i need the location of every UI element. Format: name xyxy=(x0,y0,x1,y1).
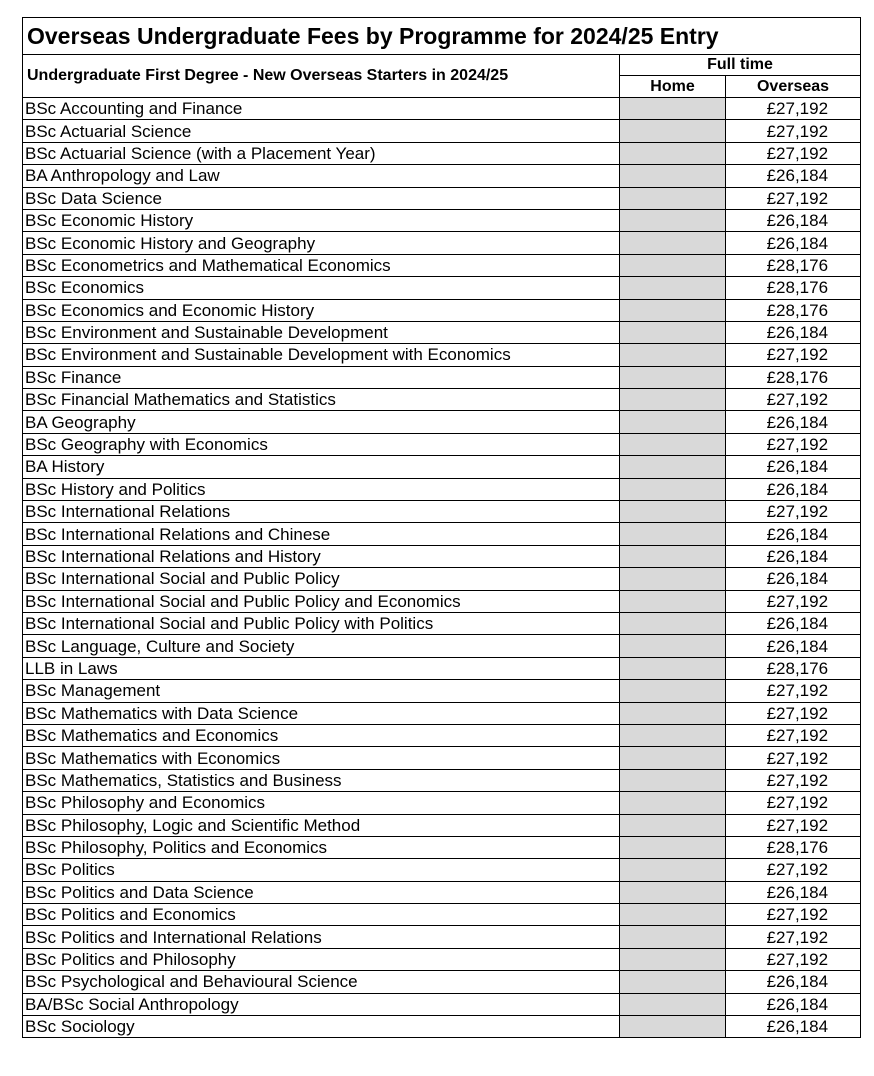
programme-name: BSc Politics and Economics xyxy=(23,904,620,926)
overseas-fee-cell: £28,176 xyxy=(726,366,861,388)
overseas-fee-cell: £27,192 xyxy=(726,904,861,926)
programme-name: BSc Management xyxy=(23,680,620,702)
table-row xyxy=(23,568,861,590)
home-fee-cell xyxy=(620,747,726,769)
programme-name: BSc Sociology xyxy=(23,1016,620,1038)
overseas-fee-cell: £26,184 xyxy=(726,993,861,1015)
home-fee-cell xyxy=(620,948,726,970)
table-row xyxy=(23,635,861,657)
overseas-fee-cell: £27,192 xyxy=(726,702,861,724)
header-row-1 xyxy=(23,55,861,76)
programme-name: BA/BSc Social Anthropology xyxy=(23,993,620,1015)
programme-name: BSc International Social and Public Policy xyxy=(23,568,620,590)
overseas-fee-cell: £27,192 xyxy=(726,948,861,970)
home-fee-cell xyxy=(620,120,726,142)
table-row xyxy=(23,904,861,926)
overseas-fee-cell: £27,192 xyxy=(726,389,861,411)
overseas-fee-cell: £26,184 xyxy=(726,568,861,590)
programme-name: BSc Psychological and Behavioural Science xyxy=(23,971,620,993)
programme-name: BSc Mathematics and Economics xyxy=(23,724,620,746)
home-fee-cell xyxy=(620,702,726,724)
home-fee-cell xyxy=(620,926,726,948)
home-fee-cell xyxy=(620,366,726,388)
table-row xyxy=(23,254,861,276)
programme-name: BSc History and Politics xyxy=(23,478,620,500)
table-row xyxy=(23,792,861,814)
table-row xyxy=(23,299,861,321)
home-fee-cell xyxy=(620,904,726,926)
programme-name: BSc Actuarial Science xyxy=(23,120,620,142)
programme-name: BSc International Social and Public Policy with Politics xyxy=(23,612,620,634)
overseas-fee-cell: £26,184 xyxy=(726,545,861,567)
home-fee-cell xyxy=(620,299,726,321)
programme-name: BSc International Relations and History xyxy=(23,545,620,567)
home-fee-cell xyxy=(620,612,726,634)
table-row xyxy=(23,657,861,679)
table-row xyxy=(23,478,861,500)
programme-name: BA History xyxy=(23,456,620,478)
overseas-fee-cell: £27,192 xyxy=(726,747,861,769)
table-row xyxy=(23,926,861,948)
table-row xyxy=(23,724,861,746)
table-row xyxy=(23,971,861,993)
home-fee-cell xyxy=(620,501,726,523)
title-row xyxy=(23,18,861,55)
overseas-fee-cell: £26,184 xyxy=(726,232,861,254)
table-row xyxy=(23,142,861,164)
table-row xyxy=(23,321,861,343)
overseas-fee-cell: £28,176 xyxy=(726,657,861,679)
overseas-fee-cell: £27,192 xyxy=(726,590,861,612)
table-row xyxy=(23,836,861,858)
home-fee-cell xyxy=(620,971,726,993)
programme-name: BSc International Relations xyxy=(23,501,620,523)
home-fee-cell xyxy=(620,993,726,1015)
table-row xyxy=(23,702,861,724)
programme-name: BSc Accounting and Finance xyxy=(23,98,620,120)
table-row xyxy=(23,948,861,970)
home-fee-cell xyxy=(620,344,726,366)
home-fee-cell xyxy=(620,792,726,814)
programme-name: BSc Economic History and Geography xyxy=(23,232,620,254)
table-subheading: Undergraduate First Degree - New Overseas Starters in 2024/25 xyxy=(23,55,620,98)
table-row xyxy=(23,366,861,388)
overseas-fee-cell: £26,184 xyxy=(726,612,861,634)
home-fee-cell xyxy=(620,187,726,209)
programme-name: BSc Econometrics and Mathematical Economics xyxy=(23,254,620,276)
overseas-fee-cell: £26,184 xyxy=(726,635,861,657)
home-fee-cell xyxy=(620,568,726,590)
programme-name: BSc Actuarial Science (with a Placement Year) xyxy=(23,142,620,164)
overseas-fee-cell: £28,176 xyxy=(726,277,861,299)
overseas-fee-cell: £27,192 xyxy=(726,792,861,814)
home-fee-cell xyxy=(620,657,726,679)
programme-name: BSc Environment and Sustainable Development xyxy=(23,321,620,343)
overseas-fee-cell: £26,184 xyxy=(726,1016,861,1038)
table-row xyxy=(23,747,861,769)
programme-name: BSc Finance xyxy=(23,366,620,388)
fees-table-body xyxy=(23,18,861,1038)
home-fee-cell xyxy=(620,523,726,545)
table-row xyxy=(23,344,861,366)
programme-name: BA Geography xyxy=(23,411,620,433)
home-fee-cell xyxy=(620,209,726,231)
programme-name: BSc Politics and Data Science xyxy=(23,881,620,903)
home-fee-cell xyxy=(620,836,726,858)
programme-name: BSc Philosophy, Politics and Economics xyxy=(23,836,620,858)
programme-name: BSc Politics and Philosophy xyxy=(23,948,620,970)
home-fee-cell xyxy=(620,232,726,254)
overseas-fee-cell: £27,192 xyxy=(726,120,861,142)
overseas-fee-cell: £27,192 xyxy=(726,344,861,366)
home-fee-cell xyxy=(620,433,726,455)
home-fee-cell xyxy=(620,389,726,411)
table-row xyxy=(23,456,861,478)
home-fee-cell xyxy=(620,456,726,478)
overseas-fee-cell: £26,184 xyxy=(726,165,861,187)
overseas-fee-cell: £26,184 xyxy=(726,321,861,343)
home-fee-cell xyxy=(620,814,726,836)
home-fee-cell xyxy=(620,859,726,881)
overseas-fee-cell: £27,192 xyxy=(726,680,861,702)
table-row xyxy=(23,501,861,523)
overseas-fee-cell: £27,192 xyxy=(726,187,861,209)
table-row xyxy=(23,814,861,836)
table-row xyxy=(23,277,861,299)
table-row xyxy=(23,680,861,702)
programme-name: BSc Mathematics with Data Science xyxy=(23,702,620,724)
programme-name: BSc Politics xyxy=(23,859,620,881)
fees-table xyxy=(22,17,861,1038)
table-row xyxy=(23,232,861,254)
overseas-fee-cell: £27,192 xyxy=(726,926,861,948)
home-column-header: Home xyxy=(620,76,726,98)
overseas-fee-cell: £26,184 xyxy=(726,881,861,903)
programme-name: BSc Philosophy, Logic and Scientific Method xyxy=(23,814,620,836)
table-row xyxy=(23,1016,861,1038)
overseas-column-header: Overseas xyxy=(726,76,861,98)
table-row xyxy=(23,120,861,142)
table-row xyxy=(23,859,861,881)
home-fee-cell xyxy=(620,724,726,746)
programme-name: BSc International Relations and Chinese xyxy=(23,523,620,545)
overseas-fee-cell: £27,192 xyxy=(726,98,861,120)
table-row xyxy=(23,209,861,231)
table-row xyxy=(23,545,861,567)
overseas-fee-cell: £26,184 xyxy=(726,971,861,993)
programme-name: BSc International Social and Public Policy and Economics xyxy=(23,590,620,612)
fees-sheet xyxy=(22,17,860,1038)
home-fee-cell xyxy=(620,590,726,612)
overseas-fee-cell: £27,192 xyxy=(726,724,861,746)
full-time-header: Full time xyxy=(620,55,861,76)
programme-name: BSc Geography with Economics xyxy=(23,433,620,455)
table-row xyxy=(23,881,861,903)
home-fee-cell xyxy=(620,1016,726,1038)
home-fee-cell xyxy=(620,142,726,164)
programme-name: BSc Politics and International Relations xyxy=(23,926,620,948)
programme-name: BSc Environment and Sustainable Development with Economics xyxy=(23,344,620,366)
overseas-fee-cell: £27,192 xyxy=(726,142,861,164)
overseas-fee-cell: £26,184 xyxy=(726,411,861,433)
programme-name: BA Anthropology and Law xyxy=(23,165,620,187)
home-fee-cell xyxy=(620,635,726,657)
table-row xyxy=(23,523,861,545)
programme-name: LLB in Laws xyxy=(23,657,620,679)
home-fee-cell xyxy=(620,254,726,276)
overseas-fee-cell: £27,192 xyxy=(726,433,861,455)
programme-name: BSc Economics xyxy=(23,277,620,299)
programme-name: BSc Philosophy and Economics xyxy=(23,792,620,814)
overseas-fee-cell: £27,192 xyxy=(726,501,861,523)
programme-name: BSc Language, Culture and Society xyxy=(23,635,620,657)
home-fee-cell xyxy=(620,411,726,433)
home-fee-cell xyxy=(620,98,726,120)
table-row xyxy=(23,612,861,634)
home-fee-cell xyxy=(620,545,726,567)
overseas-fee-cell: £28,176 xyxy=(726,254,861,276)
overseas-fee-cell: £26,184 xyxy=(726,478,861,500)
overseas-fee-cell: £27,192 xyxy=(726,814,861,836)
sheet-title: Overseas Undergraduate Fees by Programme for 2024/25 Entry xyxy=(23,18,861,55)
table-row xyxy=(23,433,861,455)
programme-name: BSc Mathematics, Statistics and Business xyxy=(23,769,620,791)
overseas-fee-cell: £26,184 xyxy=(726,523,861,545)
overseas-fee-cell: £26,184 xyxy=(726,209,861,231)
programme-name: BSc Economic History xyxy=(23,209,620,231)
table-row xyxy=(23,389,861,411)
table-row xyxy=(23,993,861,1015)
programme-name: BSc Mathematics with Economics xyxy=(23,747,620,769)
home-fee-cell xyxy=(620,478,726,500)
overseas-fee-cell: £28,176 xyxy=(726,299,861,321)
table-row xyxy=(23,98,861,120)
home-fee-cell xyxy=(620,680,726,702)
programme-name: BSc Financial Mathematics and Statistics xyxy=(23,389,620,411)
home-fee-cell xyxy=(620,769,726,791)
table-row xyxy=(23,411,861,433)
table-row xyxy=(23,187,861,209)
programme-name: BSc Data Science xyxy=(23,187,620,209)
programme-name: BSc Economics and Economic History xyxy=(23,299,620,321)
home-fee-cell xyxy=(620,321,726,343)
home-fee-cell xyxy=(620,277,726,299)
overseas-fee-cell: £27,192 xyxy=(726,769,861,791)
home-fee-cell xyxy=(620,881,726,903)
table-row xyxy=(23,165,861,187)
table-row xyxy=(23,769,861,791)
overseas-fee-cell: £28,176 xyxy=(726,836,861,858)
home-fee-cell xyxy=(620,165,726,187)
overseas-fee-cell: £27,192 xyxy=(726,859,861,881)
table-row xyxy=(23,590,861,612)
overseas-fee-cell: £26,184 xyxy=(726,456,861,478)
